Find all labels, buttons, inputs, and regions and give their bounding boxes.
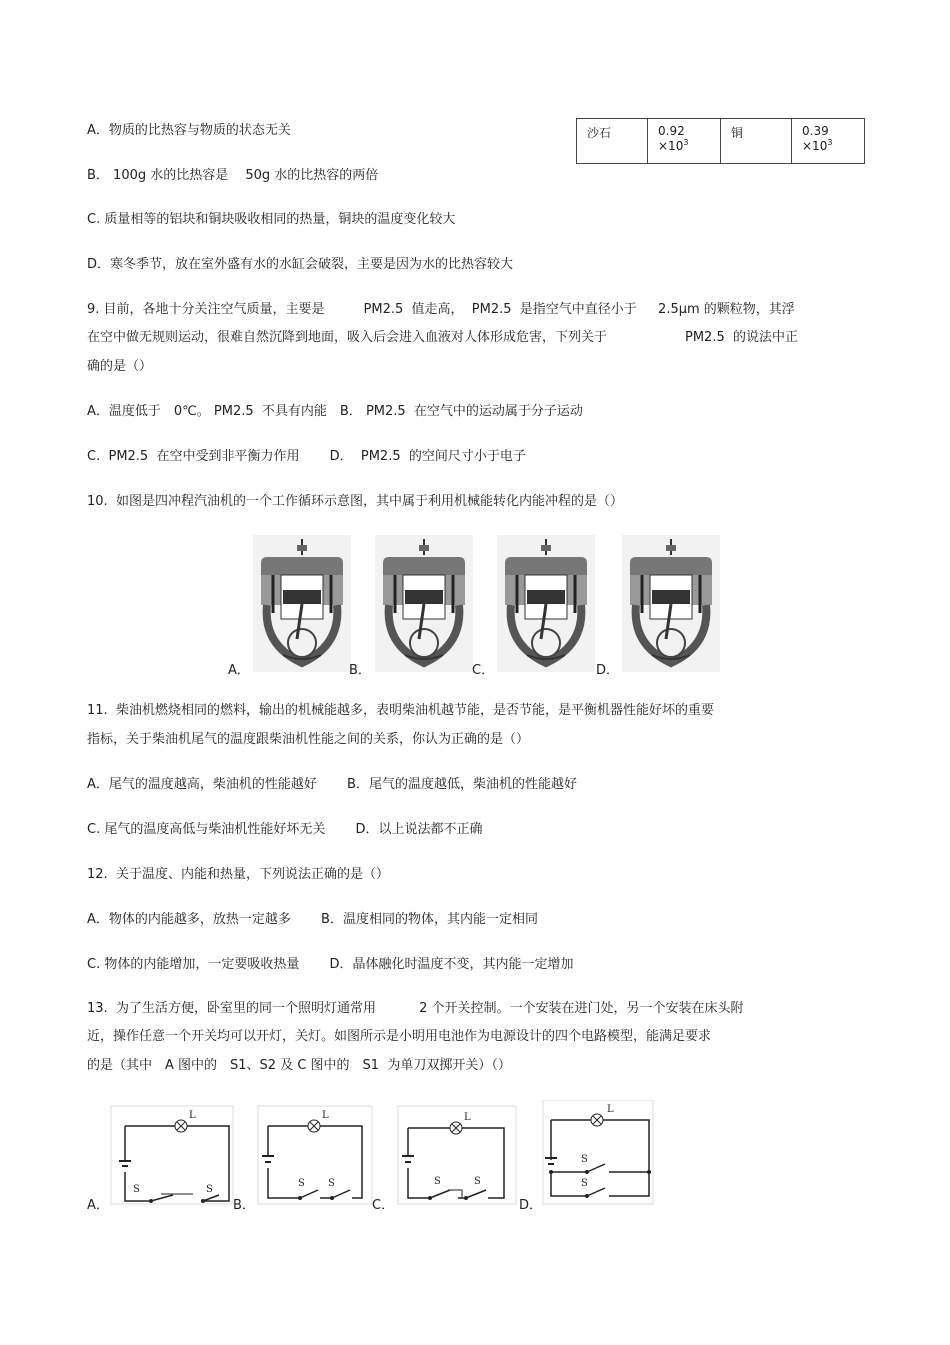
table-cell: $0.92 \times 10^3$ [648,119,721,164]
figure-label-b: B． [233,1198,255,1213]
svg-text:S: S [434,1176,441,1187]
option-text: A．尾气的温度越高，柴油机的性能越好 B．尾气的温度越低，柴油机的性能越好 [87,777,577,792]
table-cell: 铜 [721,119,792,164]
figure-label-d: D． [519,1198,543,1213]
svg-text:S: S [298,1178,305,1189]
option-text: A．物质的比热容与物质的状态无关 [87,123,291,138]
svg-text:L: L [189,1110,196,1121]
specific-heat-table [576,118,865,164]
question-text: 指标，关于柴油机尾气的温度跟柴油机性能之间的关系，你认为正确的是（） [87,732,530,747]
question-text: 确的是（） [87,359,153,374]
figure-label-d: D． [596,663,620,678]
engine-diagram-c [497,535,595,672]
question-text: 近，操作任意一个开关均可以开灯，关灯。如图所示是小明用电池作为电源设计的四个电路模型，能满足要求 [87,1029,712,1044]
svg-text:L: L [607,1104,614,1115]
option-text: C. PM2.5 在空中受到非平衡力作用 D． PM2.5 的空间尺寸小于电子 [87,449,526,464]
question-text: 12. 关于温度、内能和热量，下列说法正确的是（） [87,867,389,882]
figure-label-a: A． [87,1198,109,1213]
table-row [577,119,865,164]
engine-diagram-d [622,535,720,672]
svg-text:S: S [206,1184,213,1195]
engine-diagram-b [375,535,473,672]
option-text: C. 尾气的温度高低与柴油机性能好坏无关 D．以上说法都不正确 [87,822,483,837]
option-text: C. 质量相等的铝块和铜块吸收相同的热量，铜块的温度变化较大 [87,212,456,227]
option-text: A．温度低于 0℃。 PM2.5 不具有内能 B． PM2.5 在空气中的运动属于分子运动 [87,404,583,419]
option-text: A．物体的内能越多，放热一定越多 B．温度相同的物体，其内能一定相同 [87,912,538,927]
option-text: D．寒冬季节，放在室外盛有水的水缸会破裂，主要是因为水的比热容较大 [87,257,514,272]
svg-text:L: L [464,1112,471,1123]
table-cell: $0.39 \times 10^3$ [792,119,865,164]
circuit-diagram-a [111,1106,233,1204]
question-text: 10. 如图是四冲程汽油机的一个工作循环示意图，其中属于利用机械能转化内能冲程的是（） [87,494,623,509]
option-text: B． 100g 水的比热容是 50g 水的比热容的两倍 [87,168,379,183]
svg-text:S: S [328,1178,335,1189]
question-text: 13. 为了生活方便，卧室里的同一个照明灯通常用 2 个开关控制。一个安装在进门处，另一个安装在床头附 [87,1001,744,1016]
figure-label-b: B． [349,663,371,678]
question-text: 9. 目前，各地十分关注空气质量，主要是 PM2.5 值走高， PM2.5 是指空气中直径小于 2.5μm 的颗粒物，其浮 [87,302,795,317]
engine-figures [225,535,725,675]
engine-diagram-a [253,535,351,672]
svg-text:S: S [581,1178,588,1189]
circuit-diagram-d [543,1100,653,1204]
figure-label-c: C． [372,1198,395,1213]
svg-text:L: L [322,1110,329,1121]
svg-text:S: S [133,1184,140,1195]
circuit-diagram-c [398,1106,516,1204]
svg-text:S: S [474,1176,481,1187]
question-text: 11. 柴油机燃烧相同的燃料，输出的机械能越多，表明柴油机越节能，是否节能，是平衡机器性能好坏的重要 [87,703,714,718]
question-text: 在空中做无规则运动，很难自然沉降到地面，吸入后会进入血液对人体形成危害，下列关于 PM2.5 的说法中正 [87,330,798,345]
circuit-diagram-b [258,1106,372,1204]
figure-label-a: A． [228,663,250,678]
option-text: C. 物体的内能增加，一定要吸收热量 D．晶体融化时温度不变，其内能一定增加 [87,957,574,972]
table-cell: 沙石 [577,119,648,164]
svg-text:S: S [581,1154,588,1165]
figure-label-c: C． [472,663,495,678]
question-text: 的是（其中 A 图中的 S1、S2 及 C 图中的 S1 为单刀双掷开关）（） [87,1058,511,1073]
